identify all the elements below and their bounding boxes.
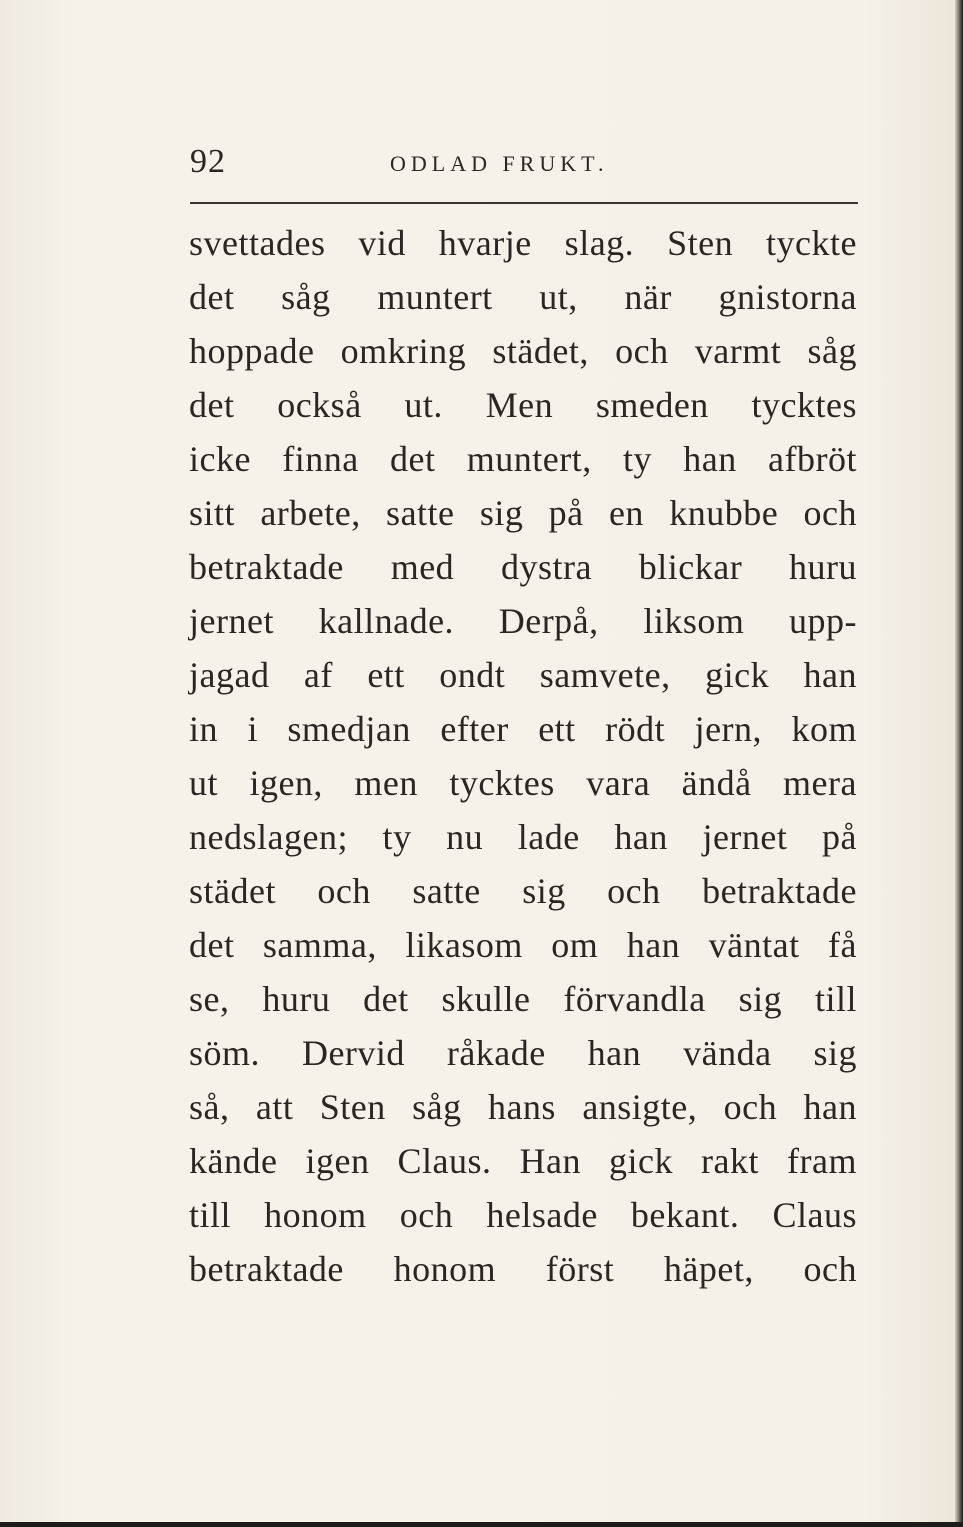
body-text [189,216,857,1296]
text-line: ut igen, men tycktes vara ändå mera [189,763,857,803]
text-line: det samma, likasom om han väntat få [189,925,857,965]
page-header [190,140,858,184]
text-line: svettades vid hvarje slag. Sten tyckte [189,223,857,263]
text-line: in i smedjan efter ett rödt jern, kom [189,709,857,749]
running-title: ODLAD FRUKT. [390,151,609,176]
text-line: söm. Dervid råkade han vända sig [189,1033,857,1073]
bottom-edge-shadow [0,1522,963,1527]
text-line: betraktade med dystra blickar huru [189,547,857,587]
page-edge-shadow [955,0,963,1527]
text-line: kände igen Claus. Han gick rakt fram [189,1141,857,1181]
page-number: 92 [190,143,226,180]
text-line: till honom och helsade bekant. Claus [189,1195,857,1235]
text-line: nedslagen; ty nu lade han jernet på [189,817,857,857]
text-line: det såg muntert ut, när gnistorna [189,277,857,317]
text-line: icke finna det muntert, ty han afbröt [189,439,857,479]
text-line: städet och satte sig och betraktade [189,871,857,911]
text-line: det också ut. Men smeden tycktes [189,385,857,425]
text-line: så, att Sten såg hans ansigte, och han [189,1087,857,1127]
text-line: jagad af ett ondt samvete, gick han [189,655,857,695]
text-line: hoppade omkring städet, och varmt såg [189,331,857,371]
text-line: sitt arbete, satte sig på en knubbe och [189,493,857,533]
text-line: betraktade honom först häpet, och [189,1249,857,1289]
text-line: se, huru det skulle förvandla sig till [189,979,857,1019]
header-rule [190,202,858,204]
text-line: jernet kallnade. Derpå, liksom upp- [189,601,857,641]
